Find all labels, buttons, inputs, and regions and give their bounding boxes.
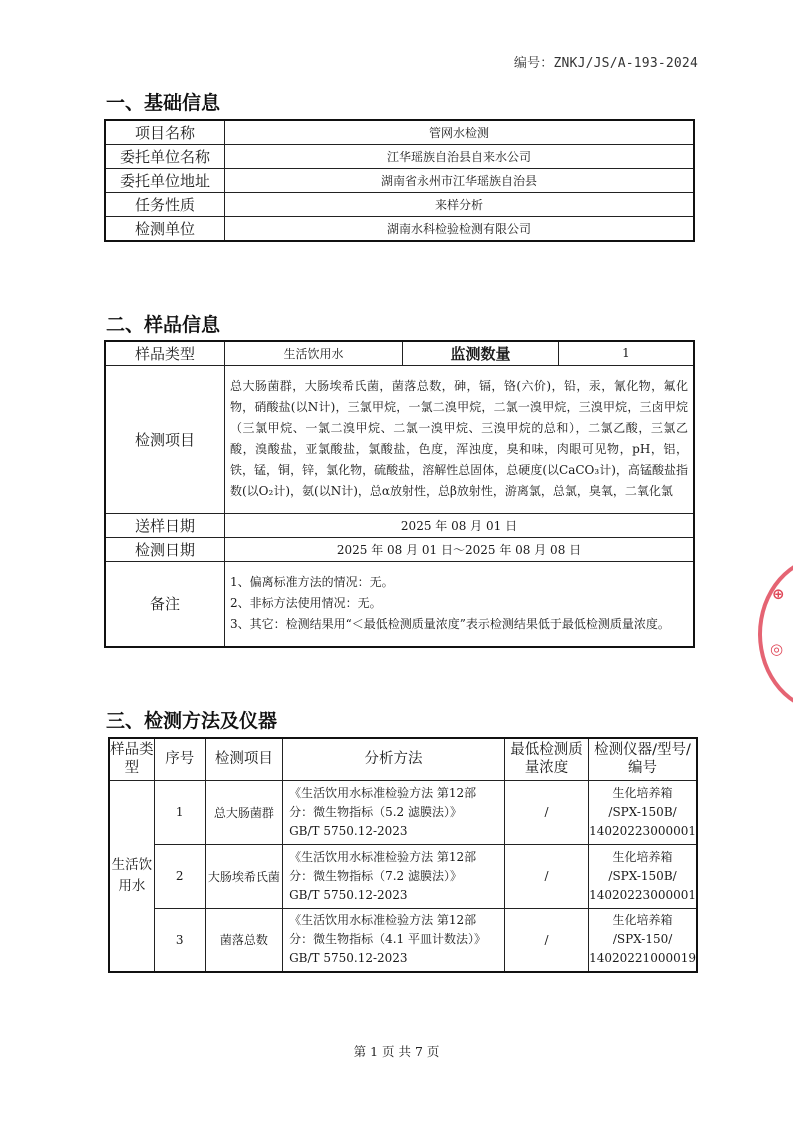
- remark-line: 3、其它：检测结果用“＜最低检测质量浓度”表示检测结果低于最低检测质量浓度。: [230, 617, 670, 632]
- header-min-conc: 最低检测质量浓度: [504, 738, 588, 780]
- value-monitor-count: 1: [559, 341, 695, 365]
- value-test-items: 总大肠菌群，大肠埃希氏菌，菌落总数，砷，镉，铬(六价)，铅，汞，氰化物，氟化物，硝酸盐(以N计)，三氯甲烷，一氯二溴甲烷，二氯一溴甲烷，三溴甲烷，三卤甲烷（三氯甲烷、一氯二溴甲烷、二氯一溴甲烷、三溴甲烷的总和），二氯乙酸，三氯乙酸，溴酸盐，亚氯酸盐，氯酸盐，色度，浑浊度，臭和味，肉眼可见物，pH，铝，铁，锰，铜，锌，氯化物，硫酸盐，溶解性总固体，总硬度(以CaCO₃计)，高锰酸盐指数(以O₂计)，氨(以N计)，总α放射性，总β放射性，游离氯，总氯，臭氧，二氧化氯: [225, 365, 695, 513]
- header-method: 分析方法: [283, 738, 505, 780]
- method-line: 《生活饮用水标准检验方法 第12部分：微生物指标（5.2 滤膜法）》: [289, 785, 477, 819]
- label-project-name: 项目名称: [105, 120, 225, 145]
- table-row: [105, 193, 694, 217]
- instrument-line: 生化培养箱: [612, 785, 673, 800]
- cell-min-conc: /: [504, 908, 588, 972]
- remark-line: 1、偏离标准方法的情况：无。: [230, 575, 394, 590]
- instrument-line: 生化培养箱: [612, 849, 673, 864]
- instrument-line: /SPX-150B/: [608, 868, 677, 883]
- document-number: 编号：ZNKJ/JS/A-193-2024: [513, 56, 698, 71]
- label-test-date: 检测日期: [105, 537, 225, 561]
- instrument-line: 14020223000001: [589, 823, 696, 838]
- cell-min-conc: /: [504, 844, 588, 908]
- method-line: 《生活饮用水标准检验方法 第12部分：微生物指标（4.1 平皿计数法）》: [289, 913, 486, 947]
- cell-method: [283, 780, 505, 844]
- cell-item: 菌落总数: [205, 908, 282, 972]
- header-instrument: 检测仪器/型号/编号: [589, 738, 697, 780]
- table-row: [105, 217, 694, 242]
- sample-info-table: [104, 340, 695, 648]
- label-testing-unit: 检测单位: [105, 217, 225, 242]
- method-line: GB/T 5750.12-2023: [289, 887, 408, 902]
- instrument-line: /SPX-150B/: [608, 804, 677, 819]
- table-row: [109, 844, 697, 908]
- section3-title: 三、检测方法及仪器: [106, 710, 278, 732]
- cell-instrument: [589, 908, 697, 972]
- value-send-date: 2025 年 08 月 01 日: [225, 513, 695, 537]
- table-row: [105, 341, 694, 365]
- table-row: [105, 145, 694, 169]
- seal-glyph-icon: ◎: [770, 640, 784, 658]
- table-header-row: [109, 738, 697, 780]
- label-task-nature: 任务性质: [105, 193, 225, 217]
- table-row: [105, 537, 694, 561]
- label-send-date: 送样日期: [105, 513, 225, 537]
- cell-instrument: [589, 844, 697, 908]
- label-test-items: 检测项目: [105, 365, 225, 513]
- cell-item: 大肠埃希氏菌: [205, 844, 282, 908]
- label-client-name: 委托单位名称: [105, 145, 225, 169]
- table-row: [105, 513, 694, 537]
- method-line: GB/T 5750.12-2023: [289, 951, 408, 966]
- label-remarks: 备注: [105, 561, 225, 647]
- cell-seq: 2: [154, 844, 205, 908]
- value-client-address: 湖南省永州市江华瑶族自治县: [225, 169, 695, 193]
- table-row: [109, 780, 697, 844]
- section1-title: 一、基础信息: [106, 92, 221, 114]
- label-sample-type: 样品类型: [105, 341, 225, 365]
- cell-item: 总大肠菌群: [205, 780, 282, 844]
- value-client-name: 江华瑶族自治县自来水公司: [225, 145, 695, 169]
- remark-line: 2、非标方法使用情况：无。: [230, 596, 382, 611]
- table-row: [105, 365, 694, 513]
- label-monitor-count: 监测数量: [403, 341, 559, 365]
- cell-min-conc: /: [504, 780, 588, 844]
- header-sample-type: 样品类型: [109, 738, 154, 780]
- method-instrument-table: [108, 737, 698, 973]
- cell-seq: 3: [154, 908, 205, 972]
- instrument-line: 14020223000001: [589, 887, 696, 902]
- label-client-address: 委托单位地址: [105, 169, 225, 193]
- header-item: 检测项目: [205, 738, 282, 780]
- method-line: 《生活饮用水标准检验方法 第12部分：微生物指标（7.2 滤膜法）》: [289, 849, 477, 883]
- seal-stamp: [758, 555, 793, 713]
- value-sample-type: 生活饮用水: [225, 341, 403, 365]
- table-row: [105, 561, 694, 647]
- cell-seq: 1: [154, 780, 205, 844]
- table-row: [109, 908, 697, 972]
- page-number: 第 1 页 共 7 页: [353, 1044, 440, 1059]
- header-seq: 序号: [154, 738, 205, 780]
- cell-method: [283, 908, 505, 972]
- cell-method: [283, 844, 505, 908]
- instrument-line: 14020221000019: [589, 951, 696, 966]
- value-testing-unit: 湖南水科检验检测有限公司: [225, 217, 695, 242]
- value-project-name: 管网水检测: [225, 120, 695, 145]
- table-row: [105, 120, 694, 145]
- value-test-date: 2025 年 08 月 01 日～2025 年 08 月 08 日: [225, 537, 695, 561]
- value-task-nature: 来样分析: [225, 193, 695, 217]
- table-row: [105, 169, 694, 193]
- cell-instrument: [589, 780, 697, 844]
- value-remarks: [225, 561, 695, 647]
- section2-title: 二、样品信息: [106, 314, 221, 336]
- cell-sample-type: 生活饮用水: [109, 780, 154, 972]
- basic-info-table: [104, 119, 695, 242]
- instrument-line: /SPX-150/: [612, 932, 673, 947]
- instrument-line: 生化培养箱: [612, 913, 673, 928]
- seal-glyph-icon: ⊕: [772, 585, 785, 603]
- method-line: GB/T 5750.12-2023: [289, 823, 408, 838]
